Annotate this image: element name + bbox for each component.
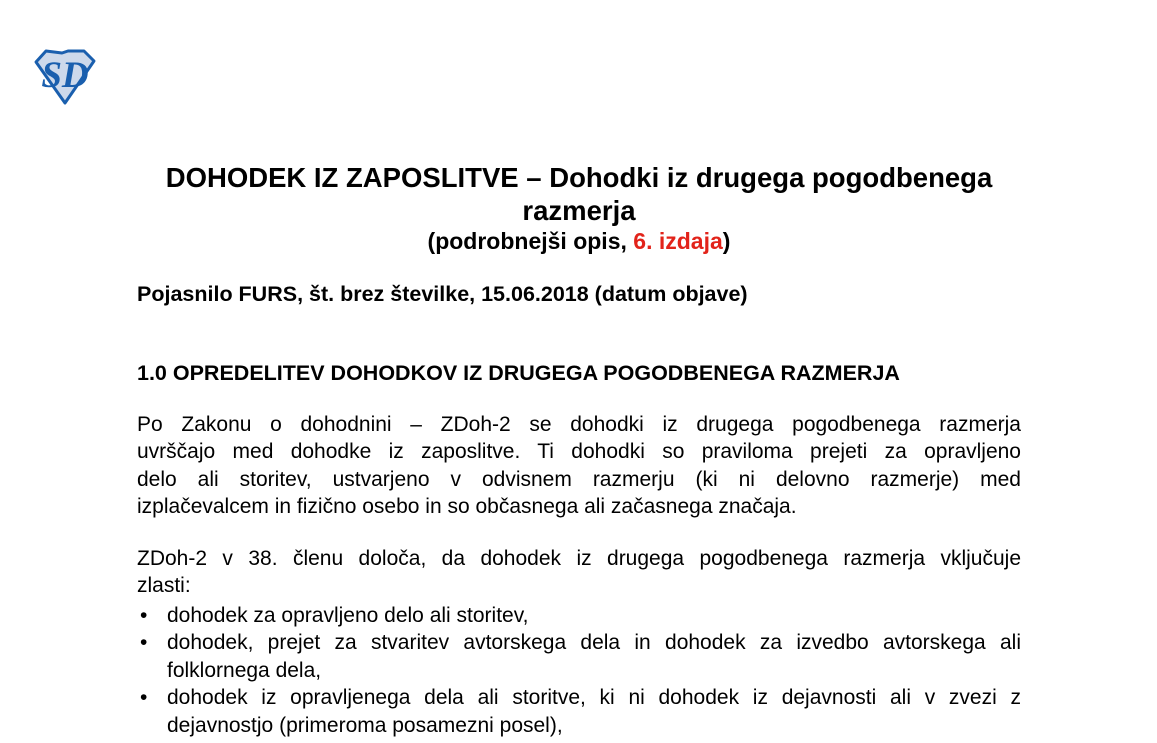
title-line-1: DOHODEK IZ ZAPOSLITVE – Dohodki iz drugega pogodbenega <box>165 162 993 193</box>
title-line-2: razmerja <box>522 195 636 226</box>
list-item <box>137 602 1021 629</box>
text-line: dohodek iz opravljenega dela ali storitve, ki ni dohodek iz dejavnosti ali v zvezi z <box>167 686 1021 710</box>
list-item <box>137 629 1021 684</box>
edition-highlight: 6. izdaja <box>633 228 723 254</box>
text-line: dohodek, prejet za stvaritev avtorskega dela in dohodek za izvedbo avtorskega ali <box>167 631 1021 655</box>
subtitle-suffix: ) <box>722 228 731 254</box>
section-heading: 1.0 OPREDELITEV DOHODKOV IZ DRUGEGA POGODBENEGA RAZMERJA <box>137 361 900 385</box>
text-line: zlasti: <box>137 574 191 598</box>
meta-line: Pojasnilo FURS, št. brez številke, 15.06.2018 (datum objave) <box>137 282 748 306</box>
text-line: izplačevalcem in fizično osebo in so občasnega ali začasnega značaja. <box>137 495 797 519</box>
text-line: dohodek za opravljeno delo ali storitev, <box>167 604 529 627</box>
text-line: folklornega dela, <box>167 658 322 682</box>
text-line: delo ali storitev, ustvarjeno v odvisnem razmerju (ki ni delovno razmerje) med <box>137 467 1021 491</box>
document-subtitle <box>137 227 1021 256</box>
logo-letters: SD <box>41 55 89 96</box>
bullet-icon: • <box>140 631 148 655</box>
paragraph-2 <box>137 545 1021 600</box>
list-item <box>137 684 1021 739</box>
text-line: Po Zakonu o dohodnini – ZDoh-2 se dohodki iz drugega pogodbenega razmerja <box>137 413 1021 436</box>
paragraph-1 <box>137 411 1021 521</box>
document-title <box>137 161 1021 227</box>
sd-logo <box>33 48 97 106</box>
text-line: uvrščajo med dohodke iz zaposlitve. Ti dohodki so praviloma prejeti za opravljeno <box>137 440 1021 464</box>
bullet-icon: • <box>140 686 148 710</box>
subtitle-prefix: (podrobnejši opis, <box>427 228 634 254</box>
text-line: dejavnostjo (primeroma posamezni posel), <box>167 713 563 737</box>
bullet-list <box>137 602 1021 739</box>
bullet-icon: • <box>140 604 148 627</box>
text-line: ZDoh-2 v 38. členu določa, da dohodek iz drugega pogodbenega razmerja vključuje <box>137 547 1021 570</box>
